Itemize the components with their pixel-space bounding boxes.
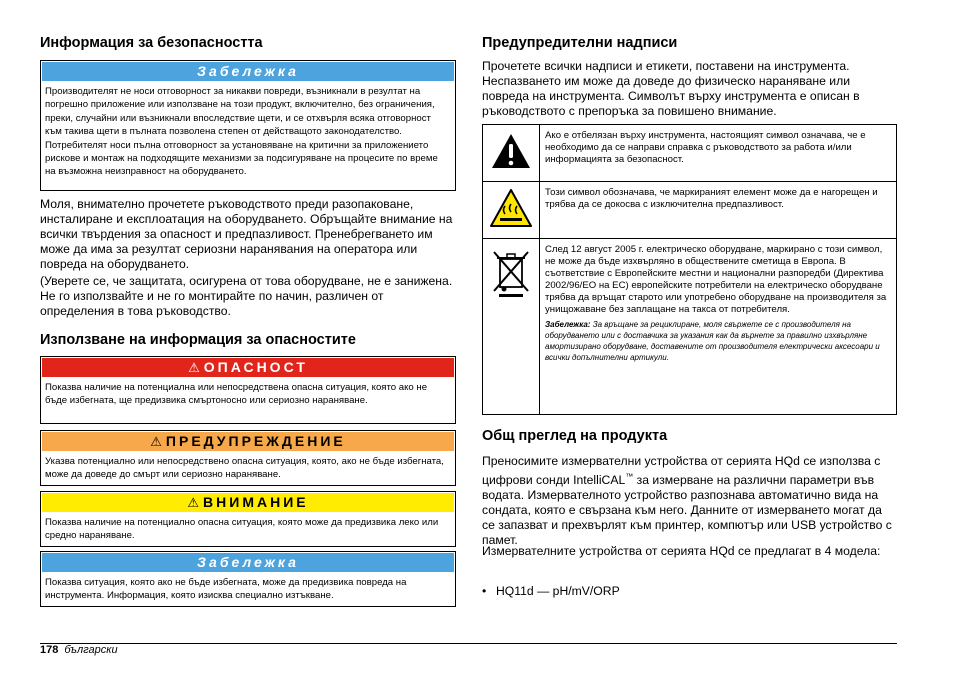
disclaimer-text: Производителят не носи отговорност за никакви повреди, възникнали в резултат на погрешно приложение или използване на този продукт, включително, без ограничения, преки, случайни или възникнали впоследствие щети, и се отхвърля всяка отговорност към такива щети в пълната позволена степен от действащото законодателство. Потребителят носи пълна отговорност за установяване на критични за приложението рискове и монтаж на подходящите механизми за подсигуряване на процесите по време на възможна неизправност на оборудването.: [45, 86, 438, 178]
recycling-note-text: За връщане за рециклиране, моля свържете се с производителя на оборудването или с доставчика за указания как да върнете за правилно изхвърляне амортизирано оборудване, доставените от производителя електрически аксесоари и всички допълнителни артикули.: [545, 320, 880, 362]
notice-box: [40, 551, 456, 607]
safety-paragraph-2: (Уверете се, че защитата, осигурена от това оборудване, не е занижена. Не го използвайте и не го монтирайте по начин, различен от определения в това ръководство.: [40, 274, 453, 318]
symbol-description: Този символ обозначава, че маркираният елемент може да е нагорещен и трябва да се докосва с изключителна предпазливост.: [540, 182, 897, 239]
warning-text: Указва потенциално или непосредствено опасна ситуация, която, ако не бъде избегната, може да доведе до смърт или сериозно нараняване.: [45, 456, 444, 481]
symbol-description: След 12 август 2005 г. електрическо оборудване, маркирано с този символ, не може да бъде изхвърляно в обществените сметища в Европа. В съответствие с Европейските местни и национални разпоредби (Директива 2002/96/ЕО на ЕС) европейските потребители на електрическо оборудване трябва да връщат старото или употребено оборудване на производителя за унищожаване без заплащане на такса от потребителя.: [545, 244, 887, 315]
danger-label: ОПАСНОСТ: [203, 359, 308, 375]
caution-label: ВНИМАНИЕ: [203, 494, 309, 510]
danger-text: Показва наличие на потенциална или непосредствена опасна ситуация, която ако не бъде избегната, ще предизвика смъртоносно или сериозно нараняване.: [45, 382, 428, 407]
weee-crossed-bin-icon: [483, 239, 540, 415]
safety-heading: Информация за безопасността: [40, 35, 263, 51]
warning-box: [40, 430, 456, 486]
warning-exclamation-icon: [483, 125, 540, 182]
warning-triangle-icon: ⚠: [187, 495, 200, 510]
table-row: [483, 125, 897, 182]
overview-paragraph-1: Преносимите измервателни устройства от серията HQd се използва с цифрови сонди IntelliCAL™ за измерване на различни параметри във водата. Измервателното устройство разпознава автоматично вида на сондата, която е свързана към него. Данните от измерването могат да се запазват и прехвърлят към принтер, компютър или USB устройство с памет.: [482, 454, 892, 548]
note-label: Забележка:: [545, 320, 591, 329]
symbol-description: Ако е отбелязан върху инструмента, настоящият символ означава, че е необходимо да се направи справка с ръководството за работа и/или информацията за безопасност.: [540, 125, 897, 182]
recycling-note: [545, 319, 890, 363]
labels-heading: Предупредителни надписи: [482, 35, 678, 51]
warning-triangle-icon: ⚠: [150, 434, 162, 449]
page-footer: [40, 644, 118, 656]
safety-paragraph-1: Моля, внимателно прочетете ръководството преди разопаковане, инсталиране и експлоатация на оборудването. Обръщайте внимание на всички твърдения за опасност и предпазливост. Пренебрегването им може да има за резултат сериозни наранявания на оператора или повреда на оборудването.: [40, 197, 453, 271]
note-label: Забележка: [42, 62, 454, 81]
notice-text: Показва ситуация, която ако не бъде избегната, може да предизвика повреда на инструмента. Информация, която изисква специално изтъкване.: [45, 577, 407, 602]
overview-paragraph-2: Измервателните устройства от серията HQd се предлагат в 4 модела:: [482, 544, 881, 558]
hazard-info-heading: Използване на информация за опасностите: [40, 332, 356, 348]
danger-box: [40, 356, 456, 424]
page-number: 178: [40, 644, 59, 656]
list-item: • HQ11d — pH/mV/ORP: [482, 584, 620, 598]
table-row: [483, 182, 897, 239]
note-label: Забележка: [42, 553, 454, 572]
labels-paragraph: Прочетете всички надписи и етикети, поставени на инструмента. Неспазването им може да доведе до физическо нараняване или повреда на инструмента. Символът върху инструмента е описан в ръководството с препоръка за повишено внимание.: [482, 59, 860, 118]
caution-box: [40, 491, 456, 547]
overview-heading: Общ преглед на продукта: [482, 428, 668, 444]
symbols-table: [482, 124, 897, 415]
warning-label: ПРЕДУПРЕЖДЕНИЕ: [165, 433, 346, 449]
footer-divider: [40, 643, 897, 644]
models-list: [482, 584, 620, 598]
warning-triangle-icon: ⚠: [188, 360, 200, 375]
disclaimer-note-box: [40, 60, 456, 191]
footer-language: български: [64, 644, 118, 656]
table-row: [483, 239, 897, 415]
caution-text: Показва наличие на потенциално опасна ситуация, която може да предизвика леко или средно нараняване.: [45, 517, 439, 542]
hot-surface-icon: [483, 182, 540, 239]
